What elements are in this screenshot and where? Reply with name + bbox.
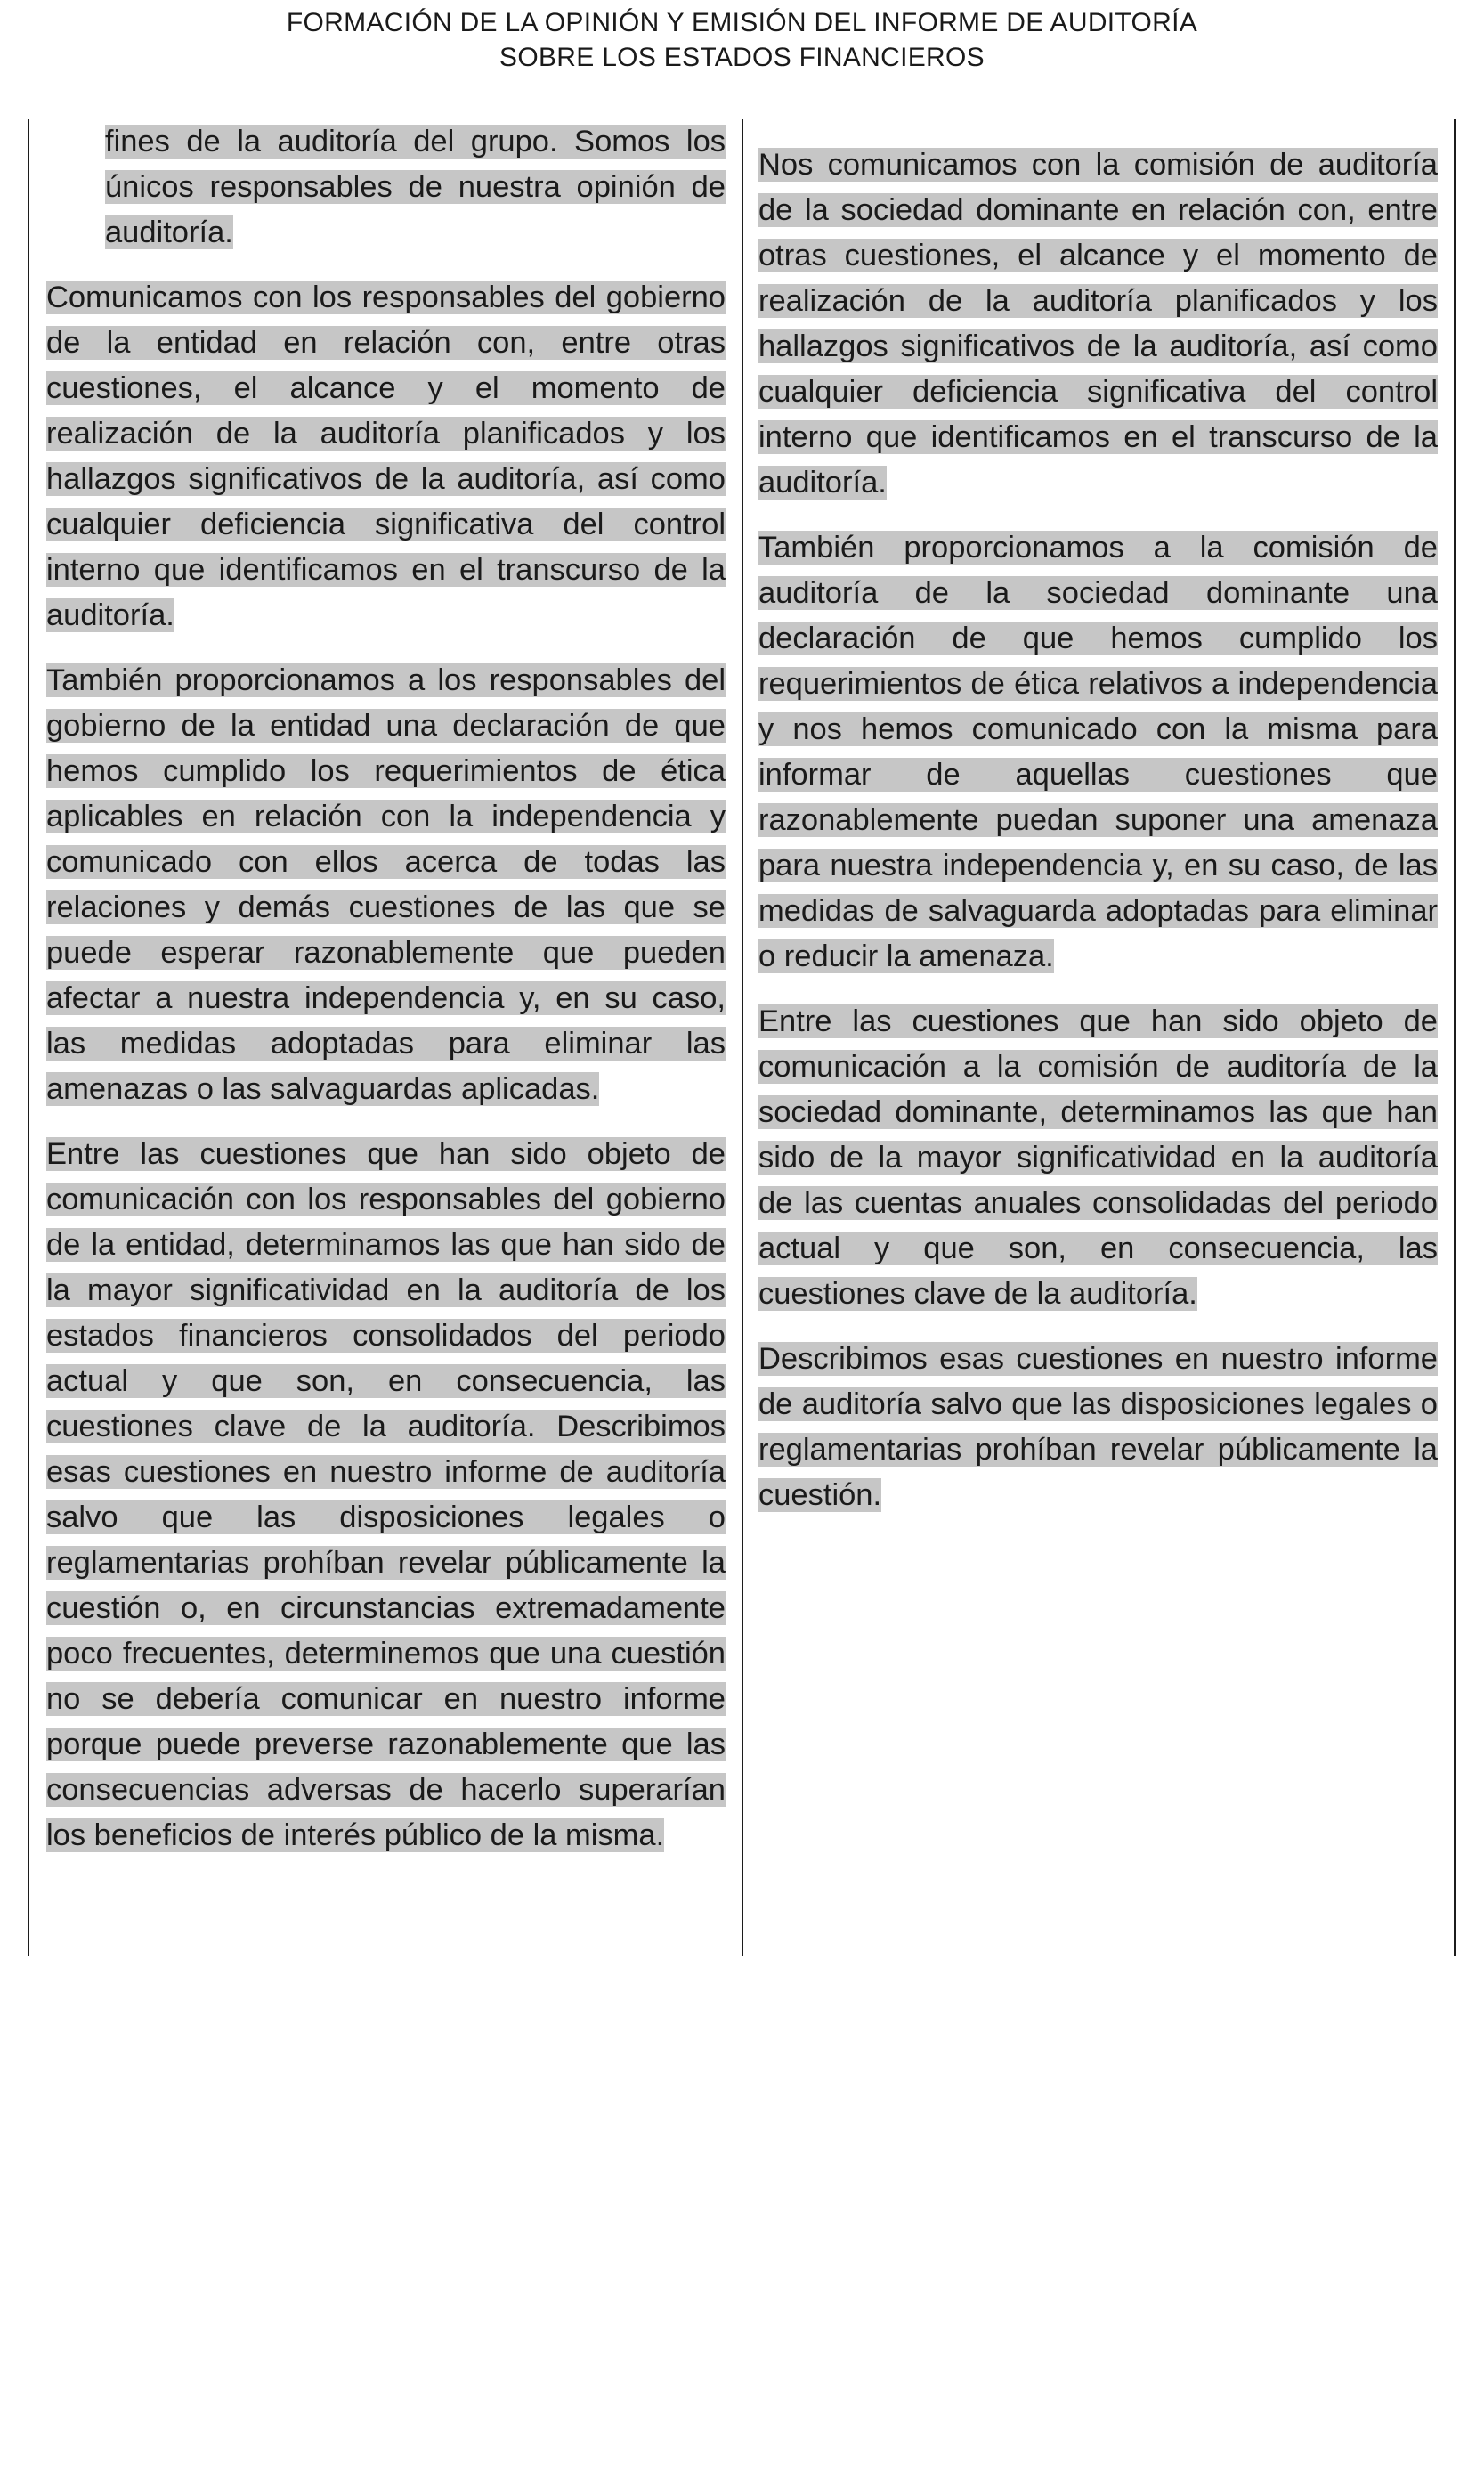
paragraph: Nos comunicamos con la comisión de auditoría de la sociedad dominante en relación con, entre otras cuestiones, el alcance y el momento de realización de la auditoría planificados y los hallazgos significativos de la auditoría, así como cualquier deficiencia significativa del control interno que identificamos en el transcurso de la auditoría. <box>758 148 1438 500</box>
right-column <box>758 119 1438 1538</box>
paragraph: Comunicamos con los responsables del gobierno de la entidad en relación con, entre otras cuestiones, el alcance y el momento de realización de la auditoría planificados y los hallazgos significativos de la auditoría, así como cualquier deficiencia significativa del control interno que identificamos en el transcurso de la auditoría. <box>46 281 726 632</box>
paragraph: Describimos esas cuestiones en nuestro informe de auditoría salvo que las disposiciones legales o reglamentarias prohíban revelar públicamente la cuestión. <box>758 1342 1438 1512</box>
right-border-line <box>1454 119 1456 1956</box>
left-column <box>46 119 726 1878</box>
header-title-line-1: FORMACIÓN DE LA OPINIÓN Y EMISIÓN DEL INFORME DE AUDITORÍA <box>286 8 1198 37</box>
page-header <box>0 5 1484 75</box>
paragraph: También proporcionamos a los responsables del gobierno de la entidad una declaración de que hemos cumplido los requerimientos de ética aplicables en relación con la independencia y comunicado con ellos acerca de todas las relaciones y demás cuestiones de las que se puede esperar razonablemente que pueden afectar a nuestra independencia y, en su caso, las medidas adoptadas para eliminar las amenazas o las salvaguardas aplicadas. <box>46 663 726 1106</box>
paragraph: Entre las cuestiones que han sido objeto de comunicación a la comisión de auditoría de la sociedad dominante, determinamos las que han sido de la mayor significatividad en la auditoría de las cuentas anuales consolidadas del periodo actual y que son, en consecuencia, las cuestiones clave de la auditoría. <box>758 1004 1438 1311</box>
paragraph: También proporcionamos a la comisión de auditoría de la sociedad dominante una declaración de que hemos cumplido los requerimientos de ética relativos a independencia y nos hemos comunicado con la misma para informar de aquellas cuestiones que razonablemente puedan suponer una amenaza para nuestra independencia y, en su caso, de las medidas de salvaguarda adoptadas para eliminar o reducir la amenaza. <box>758 531 1438 973</box>
paragraph: Entre las cuestiones que han sido objeto de comunicación con los responsables del gobierno de la entidad, determinamos las que han sido de la mayor significatividad en la auditoría de los estados financieros consolidados del periodo actual y que son, en consecuencia, las cuestiones clave de la auditoría. Describimos esas cuestiones en nuestro informe de auditoría salvo que las disposiciones legales o reglamentarias prohíban revelar públicamente la cuestión o, en circunstancias extremadamente poco frecuentes, determinemos que una cuestión no se debería comunicar en nuestro informe porque puede preverse razonablemente que las consecuencias adversas de hacerlo superarían los beneficios de interés público de la misma. <box>46 1137 726 1852</box>
paragraph: fines de la auditoría del grupo. Somos los únicos responsables de nuestra opinión de auditoría. <box>105 125 726 249</box>
left-border-line <box>28 119 29 1956</box>
center-divider-line <box>742 119 743 1956</box>
header-title-line-2: SOBRE LOS ESTADOS FINANCIEROS <box>499 43 985 72</box>
